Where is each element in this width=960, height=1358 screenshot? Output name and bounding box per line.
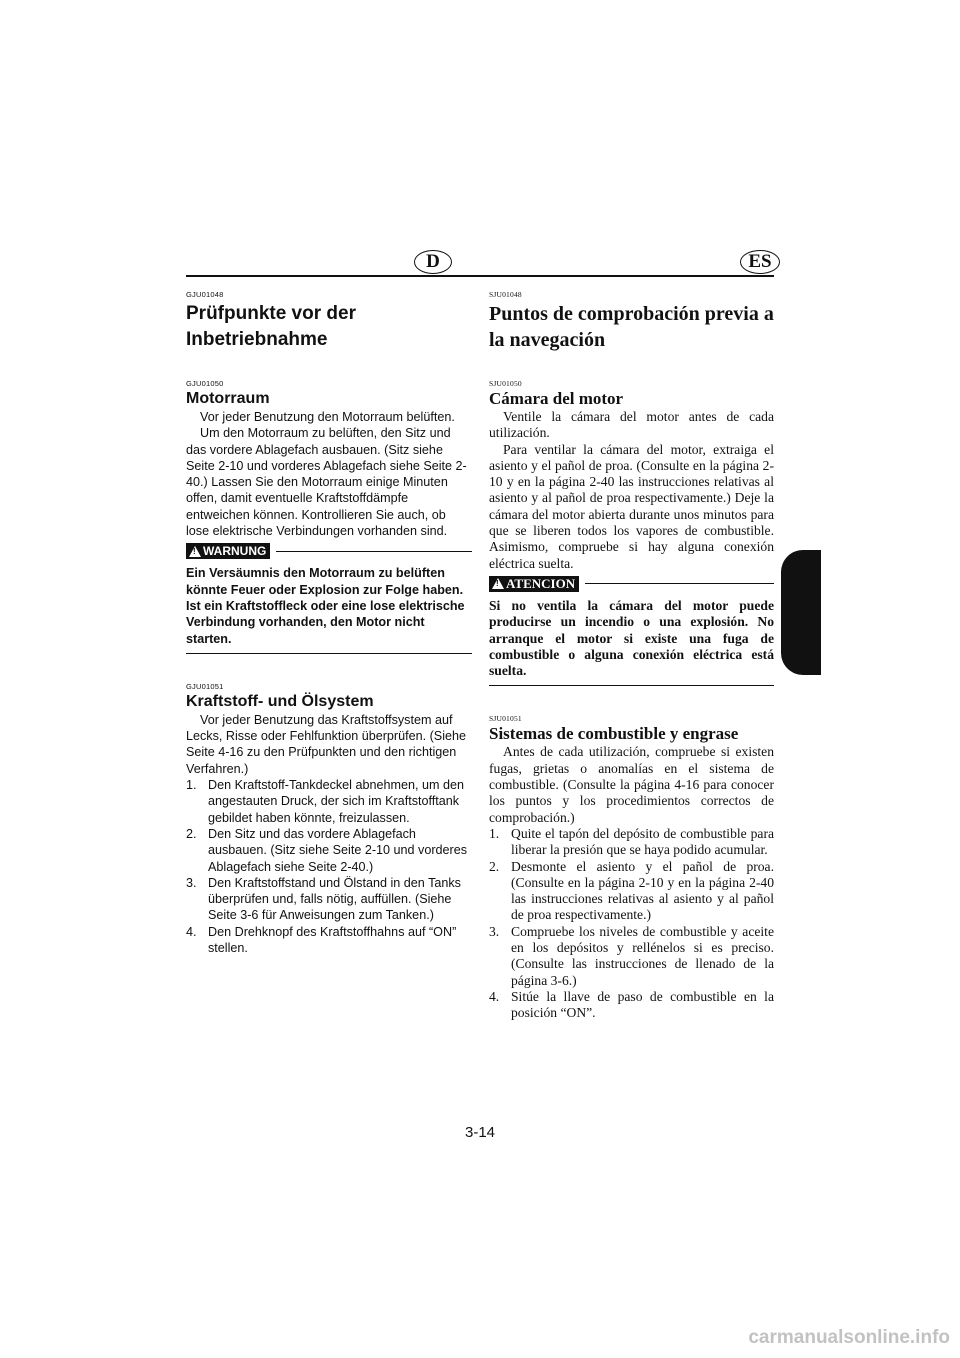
list-item: 1. Quite el tapón del depósito de combustible para liberar la presión que se haya podido acumular. (489, 825, 774, 858)
section-code: SJU01050 (489, 379, 522, 388)
page-title: Prüfpunkte vor der Inbetriebnahme (186, 303, 356, 350)
section-title-engine-compartment: Motorraum (186, 390, 270, 407)
warning-text: Si no ventila la cámara del motor puede producirse un incendio o una explosión. No arranque el motor si existe una fuga de combustible o alguna conexión eléctrica está suelta. (489, 597, 774, 679)
watermark: carmanualsonline.info (748, 1327, 950, 1348)
list-item: 2. Desmonte el asiento y el pañol de proa. (Consulte en la página 2-10 y en la página 2-40 las instrucciones relativas al asiento y al pañol de proa respectivamente.) (489, 858, 774, 923)
paragraph: Vor jeder Benutzung das Kraftstoffsystem auf Lecks, Risse oder Fehlfunktion überprüfen. (Siehe Seite 4-16 zu den Prüfpunkten und den richtigen Verfahren.) (186, 712, 467, 776)
paragraph: Antes de cada utilización, compruebe si existen fugas, grietas o anomalías en el sistema de combustible. (Consulte la página 4-16 para conocer los puntos y los procedimientos correctos de comprobación.) (489, 744, 774, 825)
warning-rule (585, 583, 774, 584)
section-code: GJU01048 (186, 290, 224, 299)
warning-label: WARNUNG (203, 544, 267, 559)
list-item: 2. Den Sitz und das vordere Ablagefach ausbauen. (Sitz siehe Seite 2-10 und vorderes Ablagefach siehe Seite 2-40.) (186, 826, 468, 874)
list-item: 3. Compruebe los niveles de combustible y aceite en los depósitos y rellénelos si es preciso. (Consulte las instrucciones de llenado de la página 3-6.) (489, 923, 774, 988)
paragraph: Para ventilar la cámara del motor, extraiga el asiento y el pañol de proa. (Consulte en la página 2-10 y en la página 2-40 las instrucciones relativas al asiento y al pañol de proa respectivamente.) Deje la cámara del motor abierta durante unos minutos para que se liberen todos los vapores de combustible. Asimismo, compruebe si hay alguna conexión eléctrica suelta. (489, 441, 774, 571)
chapter-side-tab (781, 550, 821, 675)
section-code: GJU01051 (186, 681, 224, 691)
warning-triangle-icon (492, 578, 504, 589)
warning-header (186, 543, 472, 559)
section-code: SJU01051 (489, 714, 522, 724)
warning-rule (276, 551, 472, 552)
list-item: 4. Den Drehknopf des Kraftstoffhahns auf “ON” stellen. (186, 924, 457, 956)
section-code: SJU01048 (489, 290, 522, 299)
language-badge-de: D (414, 250, 452, 274)
paragraph: Vor jeder Benutzung den Motorraum belüften. (200, 410, 455, 424)
warning-badge (186, 543, 270, 559)
paragraph: Um den Motorraum zu belüften, den Sitz und das vordere Ablagefach ausbauen. (Sitz siehe Seite 2-10 und vorderes Ablagefach siehe Seite 2-40.) Lassen Sie den Motorraum einige Minuten offen, damit eventuelle Kraftstoffdämpfe entweichen können. Kontrollieren Sie auch, ob lose elektrische Verbindungen vorhanden sind. (186, 426, 467, 539)
warning-header (489, 576, 774, 592)
section-title-fuel-oil: Kraftstoff- und Ölsystem (186, 692, 374, 710)
warning-triangle-icon (189, 546, 201, 557)
column-spanish (489, 290, 774, 1022)
column-german (186, 290, 472, 956)
warning-label: ATENCION (506, 575, 576, 591)
warning-text: Ein Versäumnis den Motorraum zu belüften könnte Feuer oder Explosion zur Folge haben. Ist ein Kraftstoffleck oder eine lose elektrische Verbindung vorhanden, den Motor nicht starten. (186, 566, 465, 646)
section-title-fuel-oil: Sistemas de combustible y engrase (489, 724, 739, 744)
paragraph: Ventile la cámara del motor antes de cada utilización. (489, 409, 774, 441)
procedure-list (489, 826, 774, 1022)
section-code: GJU01050 (186, 379, 224, 388)
list-item: 3. Den Kraftstoffstand und Ölstand in den Tanks überprüfen und, falls nötig, auffüllen. (Siehe Seite 3-6 für Anweisungen zum Tanken.) (186, 875, 461, 923)
list-item: 4. Sitúe la llave de paso de combustible en la posición “ON”. (489, 988, 774, 1021)
language-badge-es: ES (740, 250, 780, 274)
procedure-list (186, 777, 472, 956)
page-title: Puntos de comprobación previa a la navegación (489, 303, 774, 351)
page-number: 3-14 (464, 1124, 496, 1141)
list-item: 1. Den Kraftstoff-Tankdeckel abnehmen, um den angestauten Druck, der sich im Kraftstofftank gebildet haben könnte, freizulassen. (186, 778, 464, 825)
section-title-engine-compartment: Cámara del motor (489, 389, 624, 408)
header-rule (186, 275, 774, 277)
warning-badge (489, 576, 579, 592)
